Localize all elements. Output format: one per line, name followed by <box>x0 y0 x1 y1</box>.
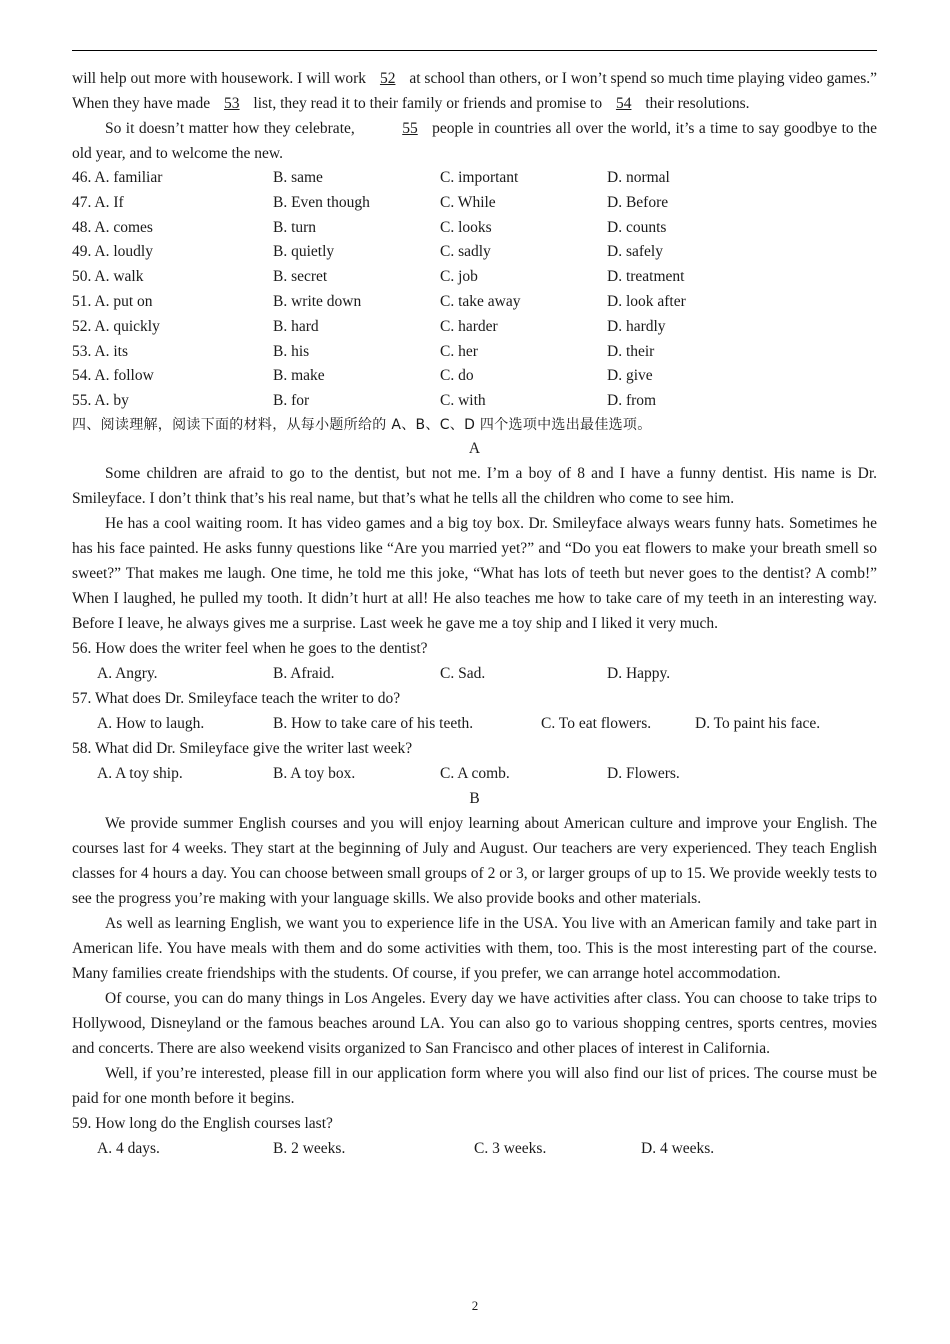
cloze-text: people in countries all over the world, it’s a time to say goodbye to the old year, and to welcome the new. <box>72 120 878 162</box>
option-c[interactable]: C. sadly <box>440 243 491 261</box>
option-d[interactable]: D. their <box>607 342 655 360</box>
option-b[interactable]: B. for <box>273 392 310 410</box>
option-c[interactable]: C. To eat flowers. <box>541 714 652 732</box>
option-b[interactable]: B. quietly <box>273 243 335 261</box>
cloze-text: list, they read it to their family or friends and promise to <box>253 95 603 112</box>
option-b[interactable]: B. his <box>273 342 310 360</box>
option-row-51 <box>72 290 877 315</box>
option-d[interactable]: D. To paint his face. <box>695 714 821 732</box>
page-content <box>72 66 877 1161</box>
option-a[interactable]: 53. A. its <box>72 342 128 360</box>
passage-a-paragraph: He has a cool waiting room. It has video games and a big toy box. Dr. Smileyface always wears funny hats. Sometimes he has his face painted. He asks funny questions like “Are you married yet?” and “Do you eat flowers to make your breath smell so sweet?” That makes me laugh. One time, he told me this joke, “What has lots of teeth but never goes to the dentist? A comb!” When I laughed, he pulled my tooth. It didn’t hurt at all! He also teaches me how to take care of my teeth in an interesting way. Before I leave, he always gives me a surprise. Last week he gave me a toy ship and I liked it very much. <box>72 514 877 632</box>
option-d[interactable]: D. normal <box>607 169 670 186</box>
option-row-53 <box>72 340 877 365</box>
option-row-49 <box>72 240 877 265</box>
question-56-options <box>72 661 877 686</box>
option-row-47 <box>72 191 877 216</box>
option-b[interactable]: B. secret <box>273 268 328 286</box>
option-d[interactable]: D. counts <box>607 218 667 236</box>
blank-55[interactable]: 55 <box>402 120 418 137</box>
option-b[interactable]: B. Afraid. <box>273 664 335 682</box>
option-d[interactable]: D. Before <box>607 193 669 211</box>
option-c[interactable]: C. her <box>440 342 478 360</box>
option-d[interactable]: D. from <box>607 392 657 410</box>
option-b[interactable]: B. same <box>273 169 323 186</box>
option-c[interactable]: C. Sad. <box>440 664 486 682</box>
option-c[interactable]: C. job <box>440 268 478 286</box>
option-d[interactable]: D. Happy. <box>607 664 671 682</box>
option-a[interactable]: A. A toy ship. <box>97 764 183 782</box>
option-c[interactable]: C. take away <box>440 292 521 310</box>
option-d[interactable]: D. Flowers. <box>607 764 680 782</box>
cloze-text: So it doesn’t matter how they celebrate, <box>105 120 355 137</box>
option-c[interactable]: C. harder <box>440 317 498 335</box>
option-c[interactable]: C. do <box>440 367 474 385</box>
passage-b-paragraph: We provide summer English courses and you will enjoy learning about American culture and improve your English. The courses last for 4 weeks. They start at the beginning of July and August. Our teachers are very experienced. They teach English classes for 4 hours a day. You can choose between small groups of 2 or 3, or larger groups of up to 15. We provide weekly tests to see the progress you’re making with your language skills. We also provide books and other materials. <box>72 814 877 907</box>
option-a[interactable]: 55. A. by <box>72 392 129 410</box>
option-d[interactable]: D. safely <box>607 243 663 261</box>
option-d[interactable]: D. hardly <box>607 317 666 335</box>
option-c[interactable]: C. While <box>440 193 496 211</box>
blank-52[interactable]: 52 <box>379 70 396 87</box>
option-c[interactable]: C. looks <box>440 218 492 236</box>
option-c[interactable]: C. A comb. <box>440 764 510 782</box>
cloze-text: at school than others, or I won’t spend so much time playing video games.” When they have made <box>72 70 878 112</box>
question-59-options <box>72 1136 877 1161</box>
option-a[interactable]: 54. A. follow <box>72 367 154 385</box>
option-b[interactable]: B. write down <box>273 292 362 310</box>
option-b[interactable]: B. How to take care of his teeth. <box>273 714 474 732</box>
option-row-46 <box>72 166 877 191</box>
section-heading: 四、阅读理解，阅读下面的材料，从每小题所给的 A、B、C、D 四个选项中选出最佳选项。 <box>72 416 652 433</box>
cloze-final-paragraph <box>72 116 877 166</box>
blank-54[interactable]: 54 <box>615 95 632 112</box>
option-row-55 <box>72 389 877 414</box>
option-row-50 <box>72 265 877 290</box>
option-c[interactable]: C. with <box>440 392 486 410</box>
question-58: 58. What did Dr. Smileyface give the writer last week? <box>72 739 413 757</box>
passage-a-paragraph: Some children are afraid to go to the dentist, but not me. I’m a boy of 8 and I have a funny dentist. His name is Dr. Smileyface. I don’t think that’s his real name, but that’s what he tells all the children who come to see him. <box>72 464 877 507</box>
option-c[interactable]: C. 3 weeks. <box>474 1139 547 1157</box>
passage-b-paragraph: Well, if you’re interested, please fill in our application form where you will also find our list of prices. The course must be paid for one month before it begins. <box>72 1064 877 1107</box>
option-row-48 <box>72 216 877 241</box>
option-a[interactable]: 49. A. loudly <box>72 243 153 261</box>
option-d[interactable]: D. give <box>607 367 653 385</box>
option-d[interactable]: D. treatment <box>607 268 685 286</box>
option-row-52 <box>72 315 877 340</box>
option-a[interactable]: 50. A. walk <box>72 268 144 286</box>
option-b[interactable]: B. 2 weeks. <box>273 1139 346 1157</box>
option-a[interactable]: 46. A. familiar <box>72 169 163 186</box>
question-59: 59. How long do the English courses last? <box>72 1114 333 1132</box>
question-56: 56. How does the writer feel when he goes to the dentist? <box>72 639 428 657</box>
passage-b-paragraph: As well as learning English, we want you to experience life in the USA. You live with an American family and take part in American life. You have meals with them and do some activities with them, too. This is the most interesting part of the course. Many families create friendships with the students. Of course, if you prefer, we can arrange hotel accommodation. <box>72 914 877 982</box>
cloze-paragraph-end <box>72 66 877 116</box>
cloze-text: will help out more with housework. I will work <box>72 70 367 87</box>
option-c[interactable]: C. important <box>440 169 519 186</box>
page-number: 2 <box>471 1298 479 1313</box>
cloze-text: their resolutions. <box>645 95 750 112</box>
option-b[interactable]: B. make <box>273 367 325 385</box>
option-a[interactable]: 48. A. comes <box>72 218 153 236</box>
cloze-options-list <box>72 166 877 414</box>
option-d[interactable]: D. look after <box>607 292 686 310</box>
option-b[interactable]: B. Even though <box>273 193 370 211</box>
header-rule <box>72 50 877 51</box>
option-a[interactable]: 51. A. put on <box>72 292 153 310</box>
option-a[interactable]: A. How to laugh. <box>97 714 205 732</box>
option-row-54 <box>72 364 877 389</box>
option-b[interactable]: B. A toy box. <box>273 764 356 782</box>
option-b[interactable]: B. turn <box>273 218 317 236</box>
option-a[interactable]: A. Angry. <box>97 664 158 682</box>
option-a[interactable]: A. 4 days. <box>97 1139 160 1157</box>
option-d[interactable]: D. 4 weeks. <box>641 1139 715 1157</box>
question-58-options <box>72 761 877 786</box>
passage-b-paragraph: Of course, you can do many things in Los Angeles. Every day we have activities after class. You can choose to take trips to Hollywood, Disneyland or the famous beaches around LA. You can also go to various shopping centres, sports centres, movies and concerts. There are also weekend visits organized to San Francisco and other places of interest in California. <box>72 989 877 1057</box>
option-a[interactable]: 52. A. quickly <box>72 317 160 335</box>
option-b[interactable]: B. hard <box>273 317 319 335</box>
passage-a-label: A <box>468 439 481 457</box>
passage-b-label: B <box>469 789 480 807</box>
blank-53[interactable]: 53 <box>224 95 240 112</box>
option-a[interactable]: 47. A. If <box>72 193 124 211</box>
question-57: 57. What does Dr. Smileyface teach the writer to do? <box>72 689 401 707</box>
question-57-options <box>72 711 877 736</box>
